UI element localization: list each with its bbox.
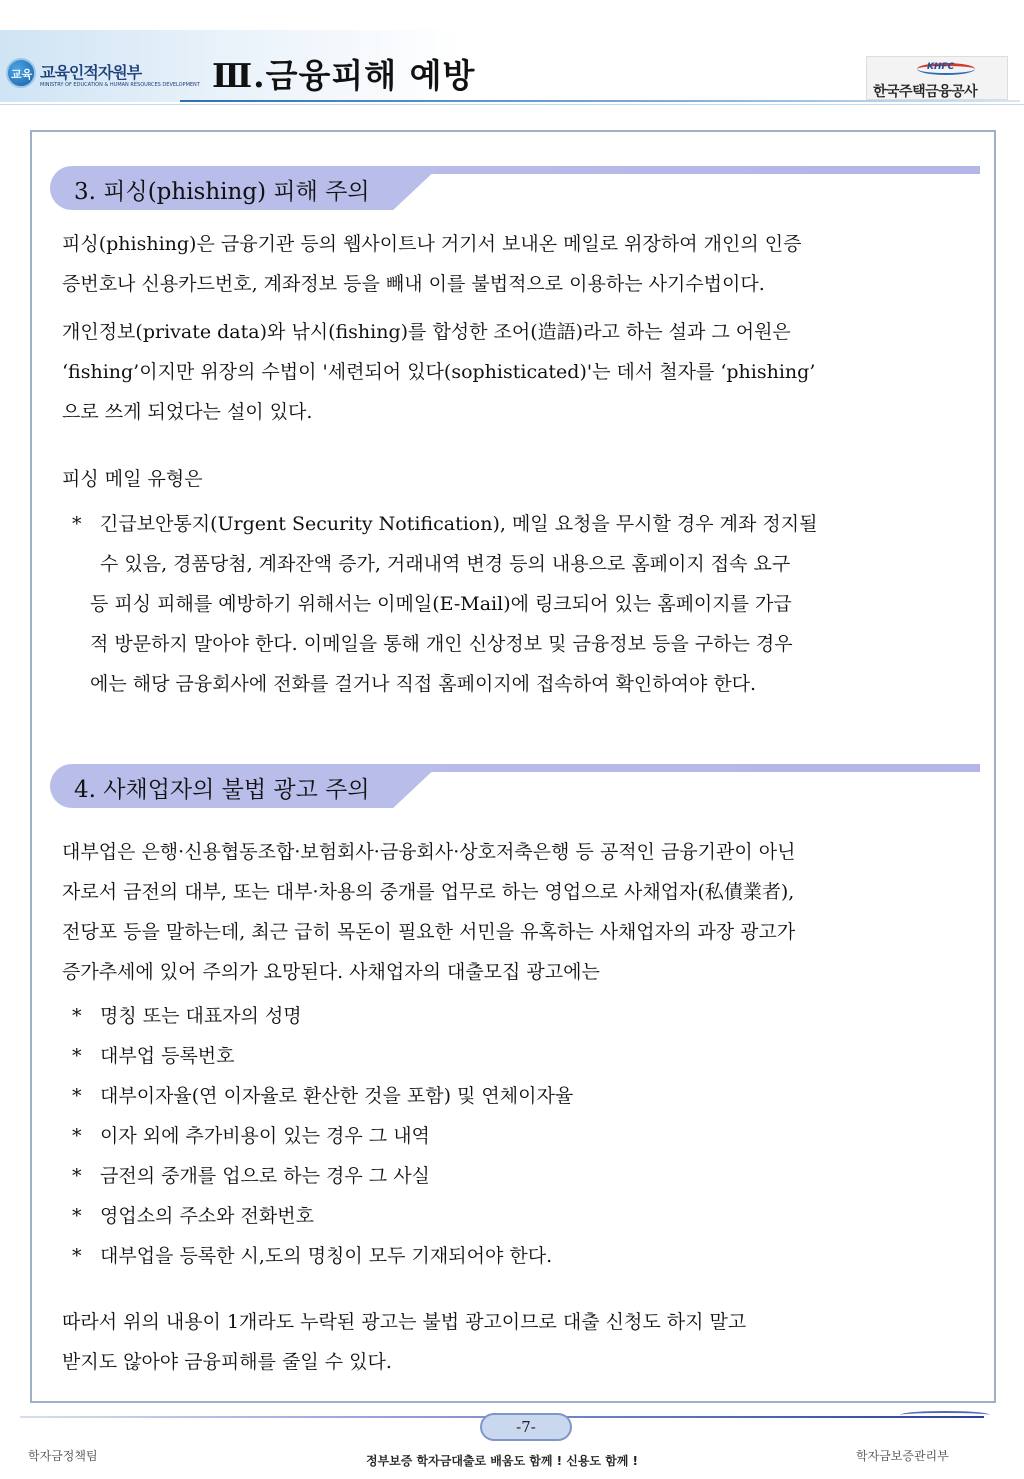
bullet-marker: * [72,1245,82,1267]
text-line: ‘fishing’이지만 위장의 수법이 '세련되어 있다(sophisticated)'는 데서 철자를 ‘phishing’ [62,361,816,383]
khfc-name: 한국주택금융공사 [873,84,978,100]
page-number: -7- [480,1413,572,1441]
section-3-bullet [62,504,817,704]
ministry-subtitle: MINISTRY OF EDUCATION & HUMAN RESOURCES DEVELOPMENT [40,82,200,88]
footer-slogan: 정부보증 학자금대출로 배움도 함께 ! 신용도 함께 ! [366,1454,639,1468]
ministry-logo-text: 교육 [11,68,33,81]
text-line: 피싱 메일 유형은 [62,468,203,490]
khfc-mark: KHFC [927,62,955,72]
text-line: 받지도 않아야 금융피해를 줄일 수 있다. [62,1351,392,1373]
section-4-heading [50,762,980,808]
text-line: 증번호나 신용카드번호, 계좌정보 등을 빼내 이를 불법적으로 이용하는 사기수법이다. [62,273,765,295]
section-3-intro [62,224,801,304]
footer-left-text: 학자금정책팀 [28,1449,98,1463]
bullet-line [62,624,817,664]
section-3-origin [62,312,815,432]
text-line: 피싱(phishing)은 금융기관 등의 웹사이트나 거기서 보내온 메일로 위장하여 개인의 인증 [62,233,802,255]
bullet-marker: * [72,1165,82,1187]
bullet-text: 적 방문하지 말아야 한다. 이메일을 통해 개인 신상정보 및 금융정보 등을 구하는 경우 [90,633,793,655]
bullet-marker: * [72,1125,82,1147]
bullet-text: 긴급보안통지(Urgent Security Notification), 메일 요청을 무시할 경우 계좌 정지될 [100,513,818,535]
bullet-text: 금전의 중개를 업으로 하는 경우 그 사실 [100,1165,430,1187]
khfc-logo [866,56,1008,100]
list-item [62,1076,573,1116]
bullet-marker: * [72,1005,82,1027]
bullet-line [62,544,817,584]
text-line: 따라서 위의 내용이 1개라도 누락된 광고는 불법 광고이므로 대출 신청도 하지 말고 [62,1311,747,1333]
content-frame [30,130,996,1403]
footer-right-text: 학자금보증관리부 [856,1449,949,1463]
section-3-rule [400,166,980,174]
bullet-line [62,664,817,704]
bullet-marker: * [72,1085,82,1107]
bullet-text: 대부이자율(연 이자율로 환산한 것을 포함) 및 연체이자율 [100,1085,574,1107]
ministry-logo-icon [6,58,36,88]
bullet-text: 등 피싱 피해를 예방하기 위해서는 이메일(E-Mail)에 링크되어 있는 홈페이지를 가급 [90,593,792,615]
section-4-bullets [62,996,573,1276]
bullet-marker: * [72,1045,82,1067]
section-3-heading [50,164,980,210]
list-item [62,1116,573,1156]
section-4-title: 4. 사채업자의 불법 광고 주의 [74,777,370,803]
footer-swoosh-icon [900,1411,990,1419]
list-item [62,1156,573,1196]
bullet-line [62,584,817,624]
section-4-conclusion [62,1302,746,1382]
bullet-text: 에는 해당 금융회사에 전화를 걸거나 직접 홈페이지에 접속하여 확인하여야 한다. [90,673,757,695]
bullet-line [62,504,817,544]
bullet-marker: * [72,513,82,535]
text-line: 자로서 금전의 대부, 또는 대부·차용의 중개를 업무로 하는 영업으로 사채업자(私債業者), [62,881,795,903]
section-4-rule [400,764,980,772]
list-item [62,1196,573,1236]
header-divider-thin [0,104,1024,105]
section-3-types-heading [62,459,203,499]
text-line: 개인정보(private data)와 낚시(fishing)를 합성한 조어(造語)라고 하는 설과 그 어원은 [62,321,791,343]
page-title: Ⅲ.금융피해 예방 [212,56,476,95]
bullet-text: 대부업 등록번호 [100,1045,235,1067]
section-3-title: 3. 피싱(phishing) 피해 주의 [74,179,370,205]
bullet-text: 영업소의 주소와 전화번호 [100,1205,314,1227]
list-item [62,996,573,1036]
text-line: 대부업은 은행·신용협동조합·보험회사·금융회사·상호저축은행 등 공적인 금융기관이 아닌 [62,841,796,863]
bullet-text: 명칭 또는 대표자의 성명 [100,1005,302,1027]
bullet-marker: * [72,1205,82,1227]
text-line: 으로 쓰게 되었다는 설이 있다. [62,401,313,423]
ministry-name: 교육인적자원부 [40,63,142,82]
list-item [62,1236,573,1276]
bullet-text: 대부업을 등록한 시,도의 명칭이 모두 기재되어야 한다. [100,1245,553,1267]
text-line: 증가추세에 있어 주의가 요망된다. 사채업자의 대출모집 광고에는 [62,961,600,983]
list-item [62,1036,573,1076]
section-4-intro [62,832,795,992]
page-header [0,0,1024,112]
bullet-text: 수 있음, 경품당첨, 계좌잔액 증가, 거래내역 변경 등의 내용으로 홈페이지 접속 요구 [100,553,791,575]
text-line: 전당포 등을 말하는데, 최근 급히 목돈이 필요한 서민을 유혹하는 사채업자의 과장 광고가 [62,921,796,943]
bullet-text: 이자 외에 추가비용이 있는 경우 그 내역 [100,1125,430,1147]
